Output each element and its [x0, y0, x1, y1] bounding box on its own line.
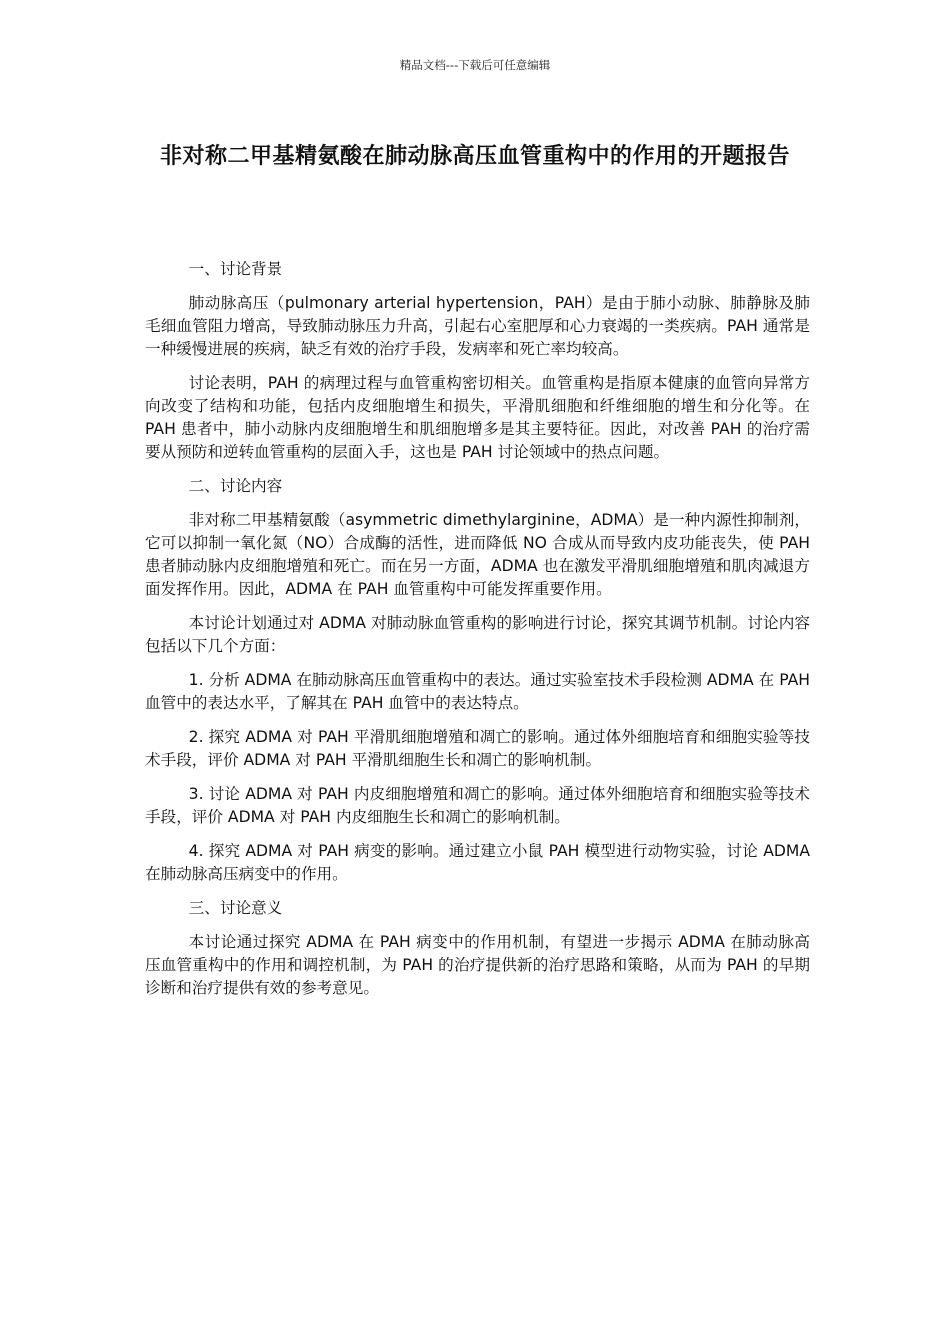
paragraph: 非对称二甲基精氨酸（asymmetric dimethylarginine，ADMA）是一种内源性抑制剂，它可以抑制一氧化氮（NO）合成酶的活性，进而降低 NO 合成从而导致内皮功能丧失，使 PAH 患者肺动脉内皮细胞增殖和死亡。而在另一方面，ADMA 也在激发平滑肌细胞增殖和肌肉减退方面发挥作用。因此，ADMA 在 PAH 血管重构中可能发挥重要作用。	[145, 511, 810, 598]
section-heading-background: 一、讨论背景	[188, 260, 283, 278]
section-heading-significance: 三、讨论意义	[188, 899, 283, 917]
list-item: 4. 探究 ADMA 对 PAH 病变的影响。通过建立小鼠 PAH 模型进行动物实验，讨论 ADMA 在肺动脉高压病变中的作用。	[145, 842, 810, 883]
section-heading-content: 二、讨论内容	[188, 477, 283, 495]
paragraph: 本讨论通过探究 ADMA 在 PAH 病变中的作用机制，有望进一步揭示 ADMA 在肺动脉高压血管重构中的作用和调控机制，为 PAH 的治疗提供新的治疗思路和策略，从而为 PAH 的早期诊断和治疗提供有效的参考意见。	[145, 933, 810, 997]
document-body	[145, 258, 810, 1011]
document-title: 非对称二甲基精氨酸在肺动脉高压血管重构中的作用的开题报告	[159, 144, 790, 169]
list-item: 3. 讨论 ADMA 对 PAH 内皮细胞增殖和凋亡的影响。通过体外细胞培育和细胞实验等技术手段，评价 ADMA 对 PAH 内皮细胞生长和凋亡的影响机制。	[145, 785, 810, 826]
list-item: 1. 分析 ADMA 在肺动脉高压血管重构中的表达。通过实验室技术手段检测 ADMA 在 PAH 血管中的表达水平，了解其在 PAH 血管中的表达特点。	[145, 671, 810, 712]
list-item: 2. 探究 ADMA 对 PAH 平滑肌细胞增殖和凋亡的影响。通过体外细胞培育和细胞实验等技术手段，评价 ADMA 对 PAH 平滑肌细胞生长和凋亡的影响机制。	[145, 728, 810, 769]
page-header-note: 精品文档---下载后可任意编辑	[399, 58, 551, 72]
paragraph: 肺动脉高压（pulmonary arterial hypertension，PAH）是由于肺小动脉、肺静脉及肺毛细血管阻力增高，导致肺动脉压力升高，引起右心室肥厚和心力衰竭的一类疾病。PAH 通常是一种缓慢进展的疾病，缺乏有效的治疗手段，发病率和死亡率均较高。	[145, 294, 810, 358]
paragraph: 本讨论计划通过对 ADMA 对肺动脉血管重构的影响进行讨论，探究其调节机制。讨论内容包括以下几个方面：	[145, 614, 810, 655]
paragraph: 讨论表明，PAH 的病理过程与血管重构密切相关。血管重构是指原本健康的血管向异常方向改变了结构和功能，包括内皮细胞增生和损失，平滑肌细胞和纤维细胞的增生和分化等。在 PAH 患者中，肺小动脉内皮细胞增生和肌细胞增多是其主要特征。因此，对改善 PAH 的治疗需要从预防和逆转血管重构的层面入手，这也是 PAH 讨论领域中的热点问题。	[145, 374, 810, 461]
